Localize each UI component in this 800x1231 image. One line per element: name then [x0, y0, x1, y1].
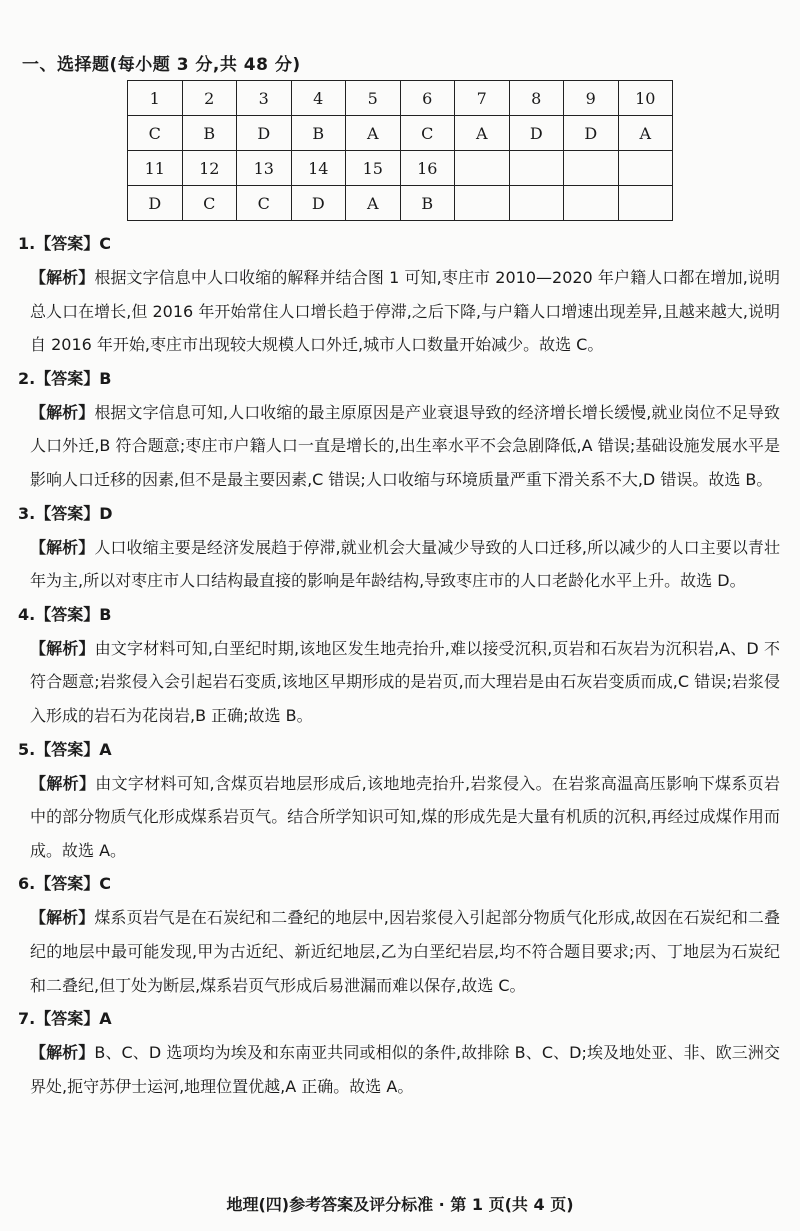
answer-line: 6.【答案】C [18, 874, 111, 894]
analysis-label: 【解析】 [30, 268, 95, 287]
question-5 [0, 733, 800, 868]
table-cell: D [128, 186, 183, 221]
table-cell [564, 186, 619, 221]
table-cell: 5 [346, 81, 401, 116]
analysis-label: 【解析】 [30, 638, 95, 658]
table-cell [509, 151, 564, 186]
table-cell: 13 [237, 151, 292, 186]
table-cell: B [291, 116, 346, 151]
analysis-paragraph [0, 632, 800, 733]
table-cell: 3 [237, 81, 292, 116]
question-2 [0, 362, 800, 497]
table-cell: B [182, 116, 237, 151]
table-cell: A [346, 116, 401, 151]
table-cell: 15 [346, 151, 401, 186]
analysis-text: 煤系页岩气是在石炭纪和二叠纪的地层中,因岩浆侵入引起部分物质气化形成,故因在石炭纪和二叠纪的地层中最可能发现,甲为古近纪、新近纪地层,乙为白垩纪岩层,均不符合题目要求;丙、丁地层为石炭纪和二叠纪,但丁处为断层,煤系岩页气形成后易泄漏而难以保存,故选 C。 [30, 908, 780, 995]
analysis-paragraph [0, 901, 800, 1002]
answer-table [127, 80, 673, 221]
table-cell [455, 151, 510, 186]
table-cell [509, 186, 564, 221]
analysis-label: 【解析】 [30, 537, 95, 557]
question-6 [0, 867, 800, 1002]
table-row [128, 116, 673, 151]
analysis-text: 根据文字信息可知,人口收缩的最主原原因是产业衰退导致的经济增长增长缓慢,就业岗位不足导致人口外迁,B 符合题意;枣庄市户籍人口一直是增长的,出生率水平不会急剧降低,A 错误;基础设施发展水平是影响人口迁移的因素,但不是最主要因素,C 错误;人口收缩与环境质量严重下滑关系不大,D 错误。故选 B。 [30, 402, 780, 489]
table-cell: C [400, 116, 455, 151]
table-cell [564, 151, 619, 186]
table-cell: 1 [128, 81, 183, 116]
table-cell: C [128, 116, 183, 151]
table-cell: 2 [182, 81, 237, 116]
question-7 [0, 1002, 800, 1103]
question-4 [0, 598, 800, 733]
analysis-paragraph [0, 261, 800, 362]
analysis-text: 根据文字信息中人口收缩的解释并结合图 1 可知,枣庄市 2010—2020 年户籍人口都在增加,说明总人口在增长,但 2016 年开始常住人口增长趋于停滞,之后下降,与户籍人口增速出现差异,且越来越大,说明自 2016 年开始,枣庄市出现较大规模人口外迁,城市人口数量开始减少。故选 C。 [30, 268, 780, 355]
analysis-paragraph [0, 531, 800, 598]
table-cell: 16 [400, 151, 455, 186]
table-cell: 10 [618, 81, 673, 116]
table-cell: 8 [509, 81, 564, 116]
question-1 [0, 227, 800, 362]
analysis-label: 【解析】 [30, 908, 95, 928]
table-cell: D [564, 116, 619, 151]
table-row [128, 151, 673, 186]
table-cell: C [237, 186, 292, 221]
analysis-text: 由文字材料可知,含煤页岩地层形成后,该地地壳抬升,岩浆侵入。在岩浆高温高压影响下煤系页岩中的部分物质气化形成煤系岩页气。结合所学知识可知,煤的形成先是大量有机质的沉积,再经过成煤作用而成。故选 A。 [30, 773, 780, 860]
analysis-text: 人口收缩主要是经济发展趋于停滞,就业机会大量减少导致的人口迁移,所以减少的人口主要以青壮年为主,所以对枣庄市人口结构最直接的影响是年龄结构,导致枣庄市的人口老龄化水平上升。故选 D。 [30, 537, 780, 591]
table-cell: B [400, 186, 455, 221]
section-title: 一、选择题(每小题 3 分,共 48 分) [22, 55, 301, 75]
answer-line: 2.【答案】B [18, 368, 112, 388]
analysis-text: B、C、D 选项均为埃及和东南亚共同或相似的条件,故排除 B、C、D;埃及地处亚、非、欧三洲交界处,扼守苏伊士运河,地理位置优越,A 正确。故选 A。 [30, 1043, 780, 1096]
analysis-text: 由文字材料可知,白垩纪时期,该地区发生地壳抬升,难以接受沉积,页岩和石灰岩为沉积岩,A、D 不符合题意;岩浆侵入会引起岩石变质,该地区早期形成的是岩页,而大理岩是由石灰岩变质而成,C 错误;岩浆侵入形成的岩石为花岗岩,B 正确;故选 B。 [30, 638, 780, 725]
table-cell: 4 [291, 81, 346, 116]
table-cell [618, 186, 673, 221]
answer-line: 5.【答案】A [18, 739, 112, 759]
table-cell: A [618, 116, 673, 151]
table-cell: D [509, 116, 564, 151]
table-row [128, 186, 673, 221]
analysis-label: 【解析】 [30, 1043, 95, 1063]
table-cell: 11 [128, 151, 183, 186]
table-cell: A [346, 186, 401, 221]
table-cell: C [182, 186, 237, 221]
table-cell: 7 [455, 81, 510, 116]
table-cell: 12 [182, 151, 237, 186]
table-cell: D [237, 116, 292, 151]
analysis-label: 【解析】 [30, 773, 96, 793]
table-cell [618, 151, 673, 186]
answer-line: 3.【答案】D [18, 503, 113, 523]
page-footer: 地理(四)参考答案及评分标准 · 第 1 页(共 4 页) [226, 1195, 574, 1214]
table-cell: A [455, 116, 510, 151]
analysis-paragraph [0, 767, 800, 868]
question-3 [0, 497, 800, 598]
table-cell: 9 [564, 81, 619, 116]
answer-line: 1.【答案】C [18, 234, 111, 253]
analysis-label: 【解析】 [30, 402, 95, 422]
table-cell [455, 186, 510, 221]
table-row [128, 81, 673, 116]
analysis-paragraph [0, 396, 800, 497]
table-cell: 6 [400, 81, 455, 116]
question-list [0, 227, 800, 1103]
table-cell: D [291, 186, 346, 221]
analysis-paragraph [0, 1036, 800, 1103]
table-cell: 14 [291, 151, 346, 186]
answer-line: 7.【答案】A [18, 1009, 112, 1029]
answer-line: 4.【答案】B [18, 604, 112, 624]
